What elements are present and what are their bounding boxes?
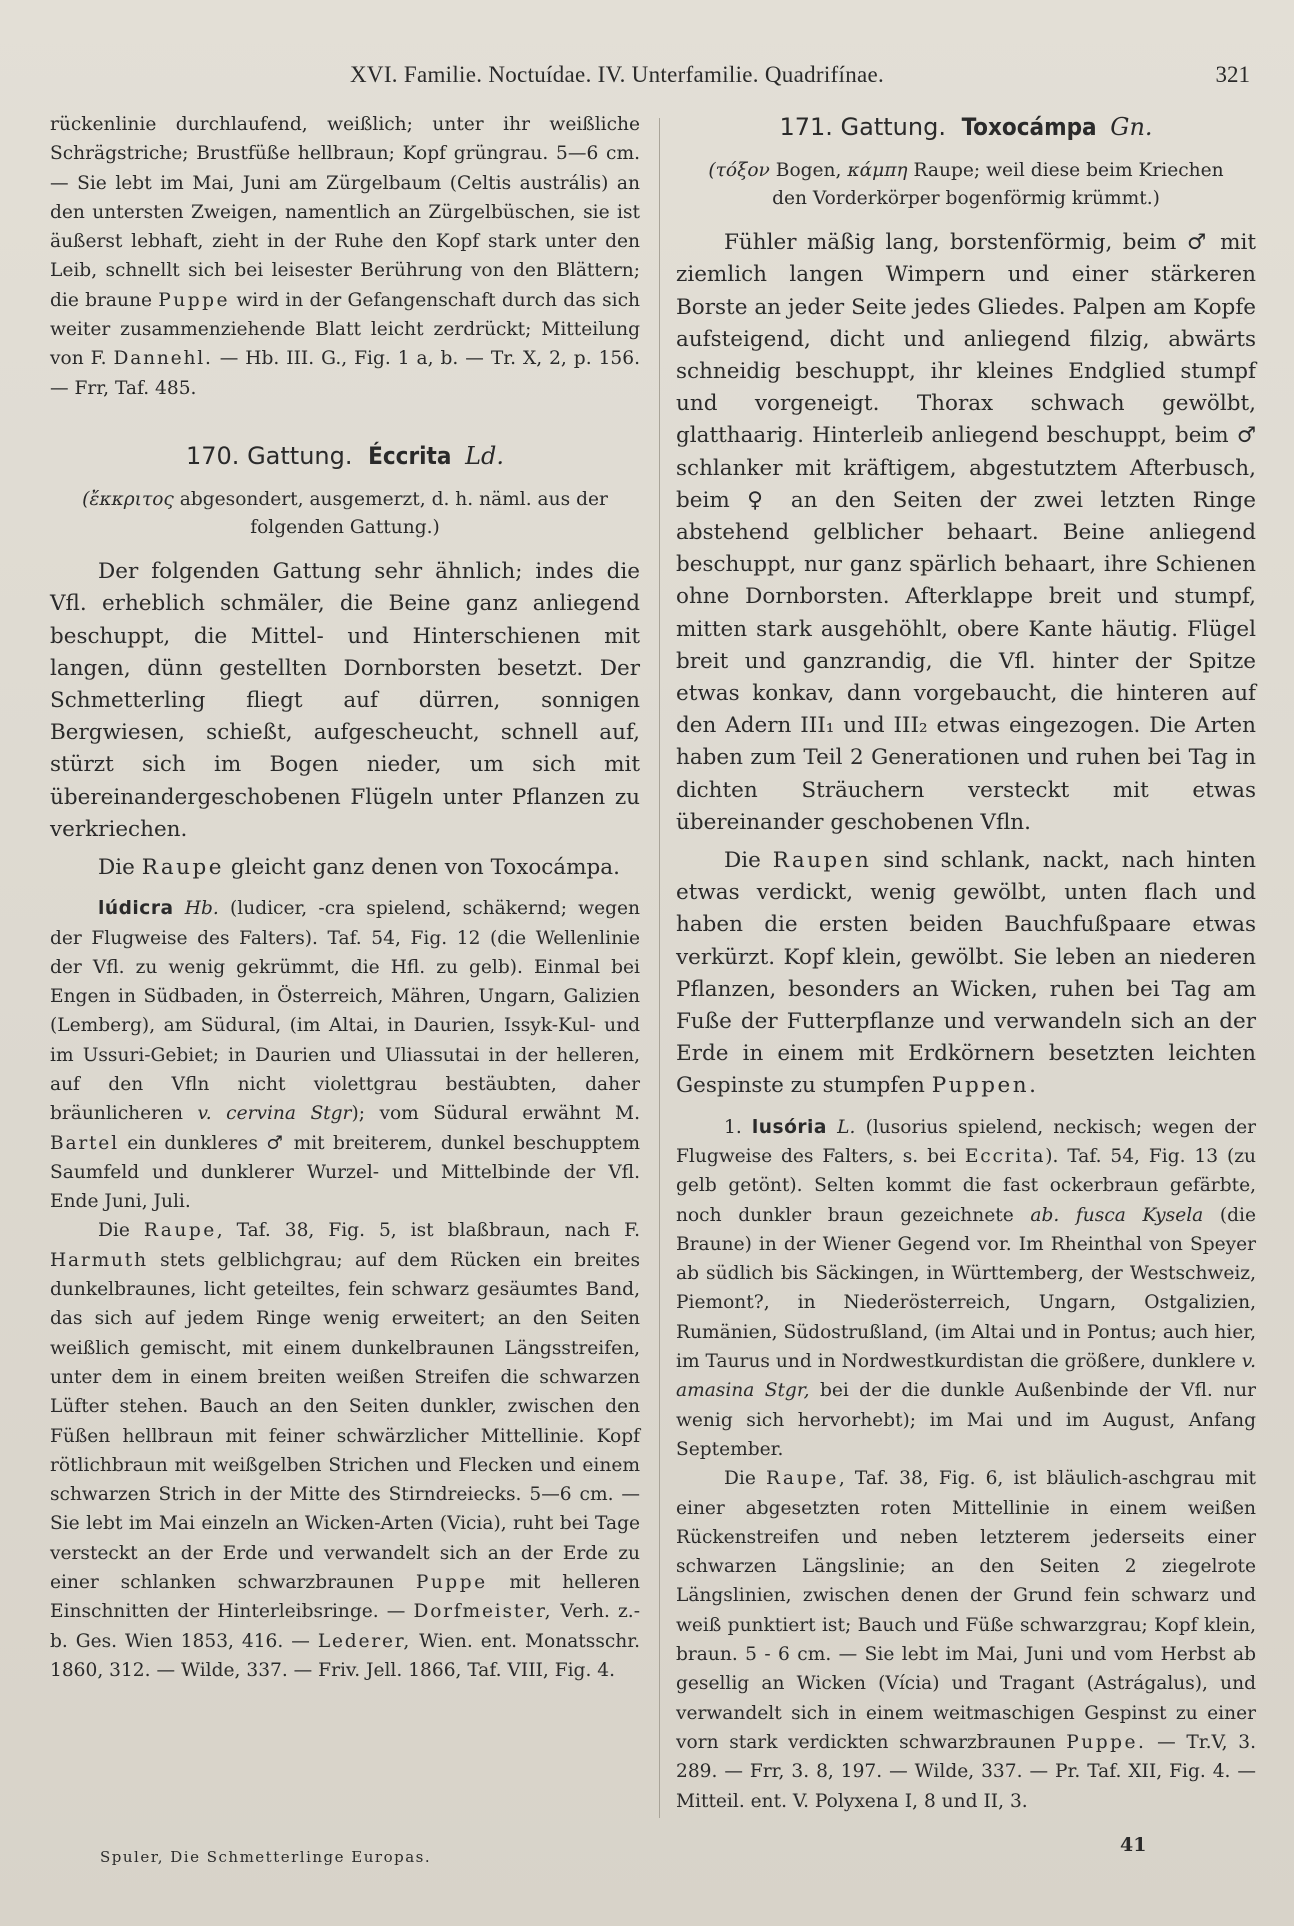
genus-heading-eccrita: 170. Gattung. Éccrita Ld. <box>186 441 504 470</box>
genus-description-toxocampa: Fühler mäßig lang, borstenförmig, beim ♂ mit ziemlich langen Wimpern und einer stärkeren Borste an jeder Seite jedes Gliedes. Palpen am Kopfe aufsteigend, dicht und anliegend filzig, abwärts schneidig beschuppt, ihr kleines Endglied stumpf und vorgeneigt. Thorax schwach gewölbt, glatthaarig. Hinterleib anliegend beschuppt, beim ♂ schlanker mit kräftigem, abgestutztem Afterbusch, beim ♀ an den Seiten der zwei letzten Ringe abstehend gelblicher behaart. Beine anliegend beschuppt, nur ganz spärlich behaart, ihre Schienen ohne Dornborsten. Afterklappe breit und stumpf, mitten stark ausgehöhlt, obere Kante häutig. Flügel breit und ganzrandig, die Vfl. hinter der Spitze etwas konkav, dann vorgebaucht, die hinteren auf den Adern III₁ und III₂ etwas eingezogen. Die Arten haben zum Teil 2 Generationen und ruhen bei Tag in dichten Sträuchern versteckt mit etwas übereinander geschobenen Vfln. <box>676 230 1256 835</box>
footer-book-title: Spuler, Die Schmetterlinge Europas. <box>100 1848 432 1866</box>
left-column <box>50 110 640 1685</box>
genus-heading-toxocampa: 171. Gattung. Toxocámpa Gn. <box>779 113 1153 141</box>
species-ludicra: lúdicra Hb. (ludicer, -cra spielend, schäkernd; wegen der Flugweise des Falters). Taf. 54, Fig. 12 (die Wellenlinie der Vfl. zu wenig gekrümmt, die Hfl. zu gelb). Einmal bei Engen in Südbaden, in Österreich, Mähren, Ungarn, Galizien (Lemberg), am Südural, (im Altai, in Daurien, Issyk-Kul- und im Ussuri-Gebiet; in Daurien und Uliassutai in der helleren, auf den Vfln nicht violettgrau bestäubten, daher bräunlicheren v. cervina Stgr); vom Südural erwähnt M. Bartel ein dunkleres ♂ mit breiterem, dunkel beschupptem Saumfeld und dunklerer Wurzel- und Mittelbinde der Vfl. Ende Juni, Juli. <box>50 898 640 1213</box>
signature-mark: 41 <box>1120 1834 1147 1856</box>
genus-description-eccrita: Der folgenden Gattung sehr ähnlich; indes die Vfl. erheblich schmäler, die Beine ganz anliegend beschuppt, die Mittel- und Hinterschienen mit langen, dünn gestellten Dornborsten besetzt. Der Schmetterling fliegt auf dürren, sonnigen Bergwiesen, schießt, aufgescheucht, schnell auf, stürzt sich im Bogen nieder, um sich mit übereinandergeschobenen Flügeln unter Pflanzen zu verkriechen. <box>50 559 640 842</box>
continued-paragraph: rückenlinie durchlaufend, weißlich; unter ihr weißliche Schrägstriche; Brustfüße hellbraun; Kopf grüngrau. 5—6 cm. — Sie lebt im Mai, Juni am Zürgelbaum (Celtis austrális) an den untersten Zweigen, namentlich an Zürgelbüschen, sie ist äußerst lebhaft, zieht in der Ruhe den Kopf stark unter den Leib, schnellt sich bei leisester Berührung von den Blättern; die braune Puppe wird in der Gefangenschaft durch das sich weiter zusammenziehende Blatt leicht zerdrückt; Mitteilung von F. Dannehl. — Hb. III. G., Fig. 1 a, b. — Tr. X, 2, p. 156. — Frr, Taf. 485. <box>50 114 640 399</box>
raupen-description-toxocampa: Die Raupen sind schlank, nackt, nach hinten etwas verdickt, wenig gewölbt, unten flach und haben die ersten beiden Bauchfußpaare etwas verkürzt. Kopf klein, gewölbt. Sie leben an niederen Pflanzen, besonders an Wicken, ruhen bei Tag am Fuße der Futterpflanze und verwandeln sich an der Erde in einem mit Erdkörnern besetzten leichten Gespinste zu stumpfen Puppen. <box>676 848 1256 1099</box>
raupe-note-eccrita: Die Raupe gleicht ganz denen von Toxocámpa. <box>98 855 620 880</box>
running-header <box>50 62 1250 96</box>
etymology-eccrita: (ἔκκριτος abgesondert, ausgemerzt, d. h. näml. aus der folgenden Gattung.) <box>82 489 608 539</box>
species-name: lúdicra <box>98 898 174 920</box>
running-title: XVI. Familie. Noctuídae. IV. Unterfamilie. Quadrifínae. <box>350 62 885 87</box>
species-lusoria: 1. lusória L. (lusorius spielend, neckisch; wegen der Flugweise des Falters, s. bei Eccrita). Taf. 54, Fig. 13 (zu gelb getönt). Selten kommt die fast ockerbraun gefärbte, noch dunkler braun gezeichnete ab. fusca Kysela (die Braune) in der Wiener Gegend vor. Im Rheinthal von Speyer ab südlich bis Säckingen, in Württemberg, der Westschweiz, Piemont?, in Niederösterreich, Ungarn, Ostgalizien, Rumänien, Südostrußland, (im Altai und in Pontus; auch hier, im Taurus und in Nordwestkurdistan die größere, dunklere v. amasina Stgr, bei der die dunkle Außenbinde der Vfl. nur wenig sich hervorhebt); im Mai und im August, Anfang September. <box>676 1116 1257 1460</box>
raupe-lusoria: Die Raupe, Taf. 38, Fig. 6, ist bläulich-aschgrau mit einer abgesetzten roten Mittellinie in einem weißen Rückenstreifen und neben letzterem jederseits einer schwarzen Längslinie; an den Seiten 2 ziegelrote Längslinien, zwischen denen der Grund fein schwarz und weiß punktiert ist; Bauch und Füße schwarzgrau; Kopf klein, braun. 5 - 6 cm. — Sie lebt im Mai, Juni und vom Herbst ab gesellig an Wicken (Vícia) und Tragant (Astrágalus), und verwandelt sich in einem weitmaschigen Gespinst zu einer vorn stark verdickten schwarzbraunen Puppe. — Tr.V, 3. 289. — Frr, 3. 8, 197. — Wilde, 337. — Pr. Taf. XII, Fig. 4. — Mitteil. ent. V. Polyxena I, 8 und II, 3. <box>676 1468 1256 1812</box>
right-column <box>676 110 1256 1816</box>
species-name: lusória <box>751 1116 827 1138</box>
page-number: 321 <box>1215 62 1250 87</box>
raupe-ludicra: Die Raupe, Taf. 38, Fig. 5, ist blaßbraun, nach F. Harmuth stets gelblichgrau; auf dem Rücken ein breites dunkelbraunes, licht geteiltes, fein schwarz gesäumtes Band, das sich auf jedem Ringe wenig erweitert; an den Seiten weißlich gemischt, mit einem dunkelbraunen Längsstreifen, unter dem in einem breiten weißen Streifen die schwarzen Lüfter stehen. Bauch an den Seiten dunkler, zwischen den Füßen hellbraun mit feiner schwärzlicher Mittellinie. Kopf rötlichbraun mit weißgelben Strichen und Flecken und einem schwarzen Strich in der Mitte des Stirndreiecks. 5—6 cm. — Sie lebt im Mai einzeln an Wicken-Arten (Vicia), ruht bei Tage versteckt an der Erde und verwandelt sich an der Erde zu einer schlanken schwarzbraunen Puppe mit helleren Einschnitten der Hinterleibsringe. — Dorfmeister, Verh. z.-b. Ges. Wien 1853, 416. — Lederer, Wien. ent. Monatsschr. 1860, 312. — Wilde, 337. — Friv. Jell. 1866, Taf. VIII, Fig. 4. <box>50 1220 641 1681</box>
column-divider <box>659 118 660 1818</box>
etymology-toxocampa: (τόξον Bogen, κάμπη Raupe; weil diese beim Kriechen den Vorderkörper bogenförmig krümmt.) <box>708 160 1224 210</box>
